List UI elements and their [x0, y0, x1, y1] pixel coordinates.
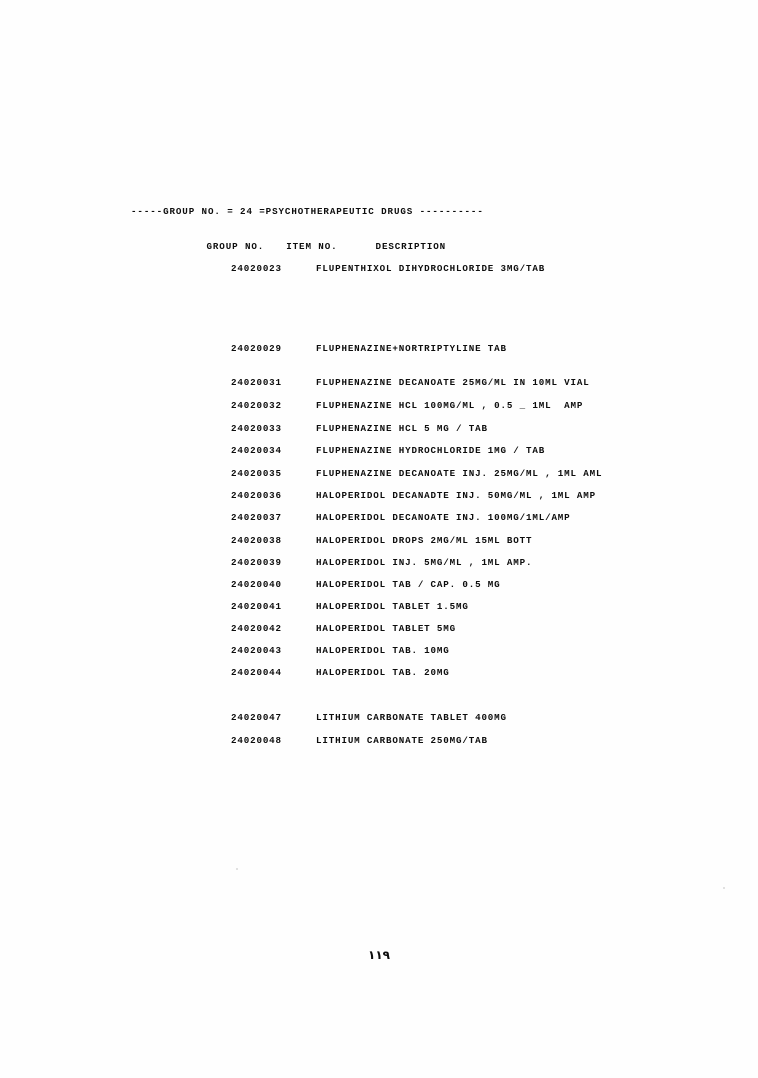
table-row: [0, 400, 758, 416]
row-item-no: 24020033: [231, 423, 282, 434]
row-item-no: 24020047: [231, 712, 282, 723]
table-row: [0, 512, 758, 528]
table-row: [0, 667, 758, 683]
row-description: HALOPERIDOL TAB. 10MG: [316, 645, 450, 656]
row-item-no: 24020040: [231, 579, 282, 590]
table-row: [0, 601, 758, 617]
row-description: HALOPERIDOL TAB / CAP. 0.5 MG: [316, 579, 501, 590]
row-item-no: 24020032: [231, 400, 282, 411]
row-item-no: 24020023: [231, 263, 282, 274]
row-item-no: 24020041: [231, 601, 282, 612]
table-row: [0, 712, 758, 728]
row-description: FLUPHENAZINE DECANOATE INJ. 25MG/ML , 1ML AML: [316, 468, 603, 479]
row-item-no: 24020048: [231, 735, 282, 746]
table-row: [0, 468, 758, 484]
column-header-group-no: GROUP NO.: [206, 241, 265, 252]
row-item-no: 24020029: [231, 343, 282, 354]
row-description: HALOPERIDOL INJ. 5MG/ML , 1ML AMP.: [316, 557, 533, 568]
row-item-no: 24020035: [231, 468, 282, 479]
table-row: [0, 735, 758, 751]
paper-speck: [723, 887, 725, 889]
table-row: [0, 423, 758, 439]
table-row: [0, 645, 758, 661]
row-description: HALOPERIDOL TAB. 20MG: [316, 667, 450, 678]
row-item-no: 24020043: [231, 645, 282, 656]
table-row: [0, 557, 758, 573]
page-number: ١١٩: [368, 948, 390, 962]
row-item-no: 24020042: [231, 623, 282, 634]
row-description: FLUPHENAZINE HYDROCHLORIDE 1MG / TAB: [316, 445, 546, 456]
column-header-description: DESCRIPTION: [375, 241, 447, 252]
group-header: -----GROUP NO. = 24 =PSYCHOTHERAPEUTIC DRUGS ----------: [131, 206, 484, 217]
table-row: [0, 263, 758, 279]
table-row: [0, 535, 758, 551]
row-item-no: 24020044: [231, 667, 282, 678]
row-item-no: 24020034: [231, 445, 282, 456]
row-description: LITHIUM CARBONATE TABLET 400MG: [316, 712, 507, 723]
row-item-no: 24020038: [231, 535, 282, 546]
row-description: FLUPHENAZINE+NORTRIPTYLINE TAB: [316, 343, 507, 354]
table-row: [0, 623, 758, 639]
table-row: [0, 445, 758, 461]
table-row: [0, 490, 758, 506]
row-description: FLUPHENAZINE HCL 100MG/ML , 0.5 _ 1ML AMP: [316, 400, 584, 411]
row-description: FLUPENTHIXOL DIHYDROCHLORIDE 3MG/TAB: [316, 263, 546, 274]
row-item-no: 24020031: [231, 377, 282, 388]
row-description: HALOPERIDOL DROPS 2MG/ML 15ML BOTT: [316, 535, 533, 546]
row-description: HALOPERIDOL DECANADTE INJ. 50MG/ML , 1ML AMP: [316, 490, 596, 501]
paper-speck: [236, 868, 238, 870]
row-description: FLUPHENAZINE DECANOATE 25MG/ML IN 10ML VIAL: [316, 377, 590, 388]
row-description: FLUPHENAZINE HCL 5 MG / TAB: [316, 423, 488, 434]
column-header-row: [168, 230, 446, 263]
row-description: HALOPERIDOL TABLET 1.5MG: [316, 601, 469, 612]
row-item-no: 24020039: [231, 557, 282, 568]
table-row: [0, 579, 758, 595]
row-description: HALOPERIDOL TABLET 5MG: [316, 623, 456, 634]
row-item-no: 24020037: [231, 512, 282, 523]
column-header-item-no: ITEM NO.: [286, 241, 338, 252]
row-description: HALOPERIDOL DECANOATE INJ. 100MG/1ML/AMP: [316, 512, 571, 523]
table-row: [0, 343, 758, 359]
table-row: [0, 377, 758, 393]
row-item-no: 24020036: [231, 490, 282, 501]
row-description: LITHIUM CARBONATE 250MG/TAB: [316, 735, 488, 746]
